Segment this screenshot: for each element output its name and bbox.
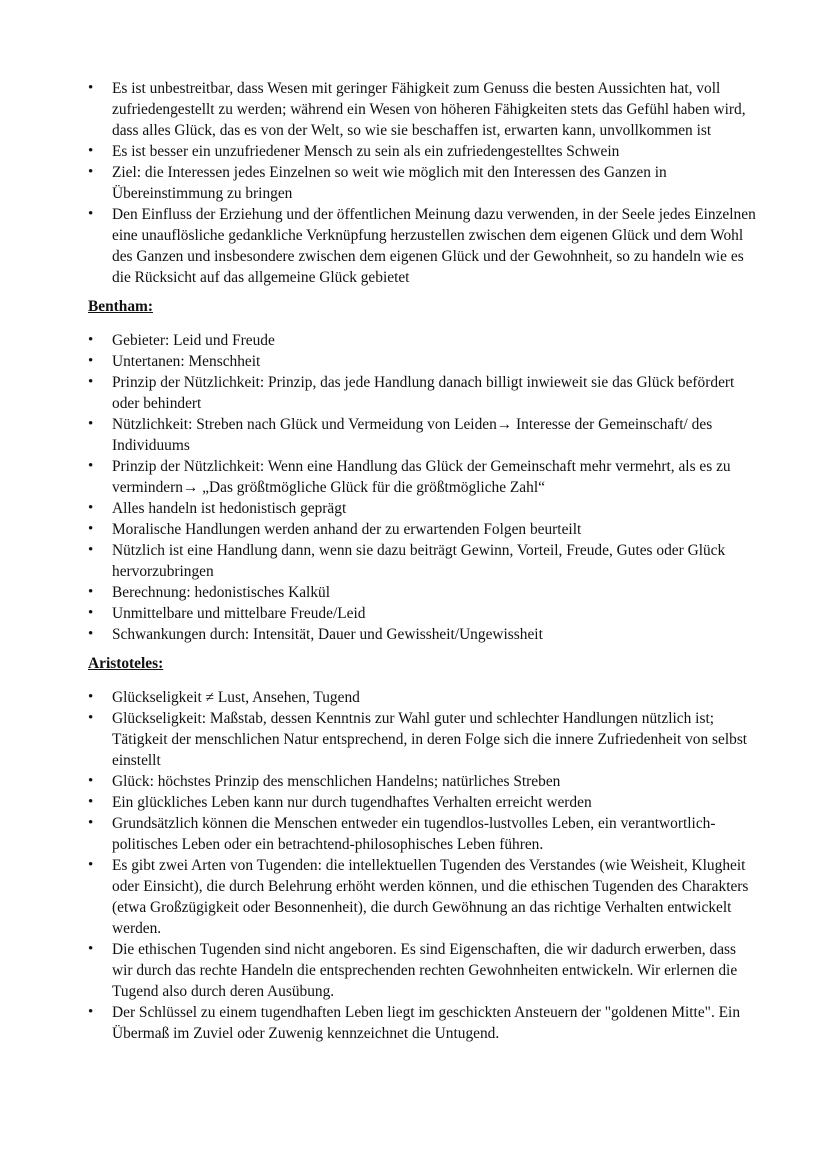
list-item: • Moralische Handlungen werden anhand der zu erwartenden Folgen beurteilt: [88, 519, 760, 540]
bentham-list: [88, 330, 760, 645]
list-item: • Ziel: die Interessen jedes Einzelnen so weit wie möglich mit den Interessen des Ganzen in Übereinstimmung zu bringen: [88, 162, 760, 204]
list-item: • Untertanen: Menschheit: [88, 351, 760, 372]
section-heading-aristoteles: Aristoteles:: [88, 655, 164, 672]
list-item: • Es ist besser ein unzufriedener Mensch zu sein als ein zufriedengestelltes Schwein: [88, 141, 760, 162]
intro-list: [88, 78, 760, 288]
section-heading-bentham: Bentham:: [88, 298, 153, 315]
list-item: • Glückseligkeit: Maßstab, dessen Kenntnis zur Wahl guter und schlechter Handlungen nützlich ist; Tätigkeit der menschlichen Natur entsprechend, in deren Folge sich die innere Zufriedenheit von selbst einstellt: [88, 708, 760, 771]
document-page: [88, 78, 760, 1044]
list-item: • Unmittelbare und mittelbare Freude/Leid: [88, 603, 760, 624]
list-item: • Grundsätzlich können die Menschen entweder ein tugendlos-lustvolles Leben, ein verantwortlich-politisches Leben oder ein betrachtend-philosophisches Leben führen.: [88, 813, 760, 855]
list-item: • Den Einfluss der Erziehung und der öffentlichen Meinung dazu verwenden, in der Seele jedes Einzelnen eine unauflösliche gedankliche Verknüpfung herzustellen zwischen dem eigenen Glück und dem Wohl des Ganzen und insbesondere zwischen dem eigenen Glück und der Gewohnheit, so zu handeln wie es die Rücksicht auf das allgemeine Glück gebietet: [88, 204, 760, 288]
list-item: • Schwankungen durch: Intensität, Dauer und Gewissheit/Ungewissheit: [88, 624, 760, 645]
list-item: • Nützlichkeit: Streben nach Glück und Vermeidung von Leiden→ Interesse der Gemeinschaft/ des Individuums: [88, 414, 760, 456]
list-item: • Berechnung: hedonistisches Kalkül: [88, 582, 760, 603]
list-item: • Nützlich ist eine Handlung dann, wenn sie dazu beiträgt Gewinn, Vorteil, Freude, Gutes oder Glück hervorzubringen: [88, 540, 760, 582]
list-item: • Glückseligkeit ≠ Lust, Ansehen, Tugend: [88, 687, 760, 708]
list-item: • Gebieter: Leid und Freude: [88, 330, 760, 351]
list-item: • Prinzip der Nützlichkeit: Wenn eine Handlung das Glück der Gemeinschaft mehr vermehrt, als es zu vermindern→ „Das größtmögliche Glück für die größtmögliche Zahl“: [88, 456, 760, 498]
list-item: • Der Schlüssel zu einem tugendhaften Leben liegt im geschickten Ansteuern der "goldenen Mitte". Ein Übermaß im Zuviel oder Zuwenig kennzeichnet die Untugend.: [88, 1002, 760, 1044]
list-item: • Es gibt zwei Arten von Tugenden: die intellektuellen Tugenden des Verstandes (wie Weisheit, Klugheit oder Einsicht), die durch Belehrung erhöht werden können, und die ethischen Tugenden des Charakters (etwa Großzügigkeit oder Besonnenheit), die durch Gewöhnung an das richtige Verhalten entwickelt werden.: [88, 855, 760, 939]
list-item: • Prinzip der Nützlichkeit: Prinzip, das jede Handlung danach billigt inwieweit sie das Glück befördert oder behindert: [88, 372, 760, 414]
aristoteles-list: [88, 687, 760, 1044]
list-item: • Die ethischen Tugenden sind nicht angeboren. Es sind Eigenschaften, die wir dadurch erwerben, dass wir durch das rechte Handeln die entsprechenden rechten Gewohnheiten entwickeln. Wir erlernen die Tugend also durch deren Ausübung.: [88, 939, 760, 1002]
list-item: • Es ist unbestreitbar, dass Wesen mit geringer Fähigkeit zum Genuss die besten Aussichten hat, voll zufriedengestellt zu werden; während ein Wesen von höheren Fähigkeiten stets das Gefühl haben wird, dass alles Glück, das es von der Welt, so wie sie beschaffen ist, erwarten kann, unvollkommen ist: [88, 78, 760, 141]
list-item: • Glück: höchstes Prinzip des menschlichen Handelns; natürliches Streben: [88, 771, 760, 792]
list-item: • Alles handeln ist hedonistisch geprägt: [88, 498, 760, 519]
list-item: • Ein glückliches Leben kann nur durch tugendhaftes Verhalten erreicht werden: [88, 792, 760, 813]
